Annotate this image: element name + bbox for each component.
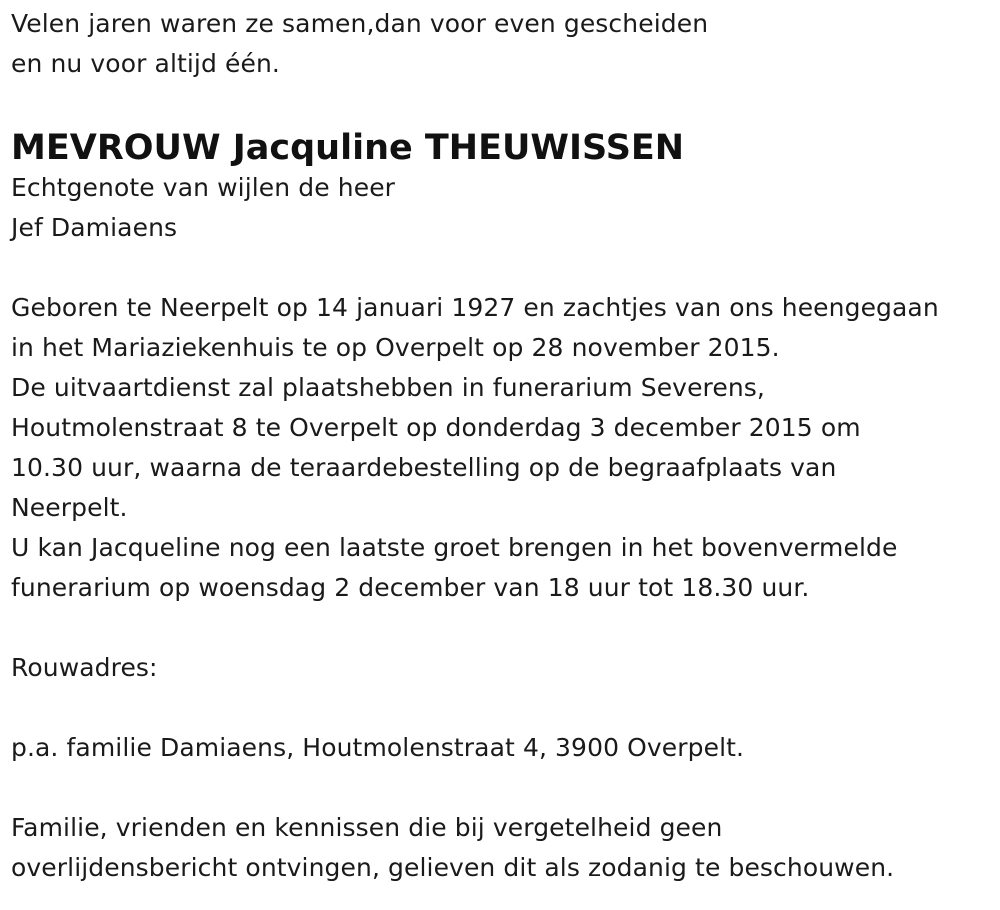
details-line: De uitvaartdienst zal plaatshebben in funerarium Severens, bbox=[11, 373, 765, 402]
spacer bbox=[11, 688, 991, 728]
notice-line-2: overlijdensbericht ontvingen, gelieven dit als zodanig te beschouwen. bbox=[11, 853, 895, 882]
spouse-line-2: Jef Damiaens bbox=[11, 213, 178, 242]
obituary-notice bbox=[11, 4, 991, 888]
details-line: Geboren te Neerpelt op 14 januari 1927 en zachtjes van ons heengegaan bbox=[11, 293, 939, 322]
details-line: in het Mariaziekenhuis te op Overpelt op 28 november 2015. bbox=[11, 333, 780, 362]
deceased-name-title: MEVROUW Jacquline THEUWISSEN bbox=[11, 128, 685, 168]
spouse-line-1: Echtgenote van wijlen de heer bbox=[11, 173, 396, 202]
details-line: U kan Jacqueline nog een laatste groet brengen in het bovenvermelde bbox=[11, 533, 898, 562]
motto-line-2: en nu voor altijd één. bbox=[11, 49, 280, 78]
details-line: funerarium op woensdag 2 december van 18 uur tot 18.30 uur. bbox=[11, 573, 810, 602]
notice-line-1: Familie, vrienden en kennissen die bij vergetelheid geen bbox=[11, 813, 723, 842]
details-line: Houtmolenstraat 8 te Overpelt op donderdag 3 december 2015 om bbox=[11, 413, 861, 442]
details-line: Neerpelt. bbox=[11, 493, 128, 522]
details-line: 10.30 uur, waarna de teraardebestelling op de begraafplaats van bbox=[11, 453, 837, 482]
spacer bbox=[11, 768, 991, 808]
spacer bbox=[11, 248, 991, 288]
address-label: Rouwadres: bbox=[11, 653, 158, 682]
spacer bbox=[11, 608, 991, 648]
details-paragraph bbox=[11, 288, 991, 608]
address-value: p.a. familie Damiaens, Houtmolenstraat 4, 3900 Overpelt. bbox=[11, 733, 745, 762]
motto-line-1: Velen jaren waren ze samen,dan voor even gescheiden bbox=[11, 9, 709, 38]
